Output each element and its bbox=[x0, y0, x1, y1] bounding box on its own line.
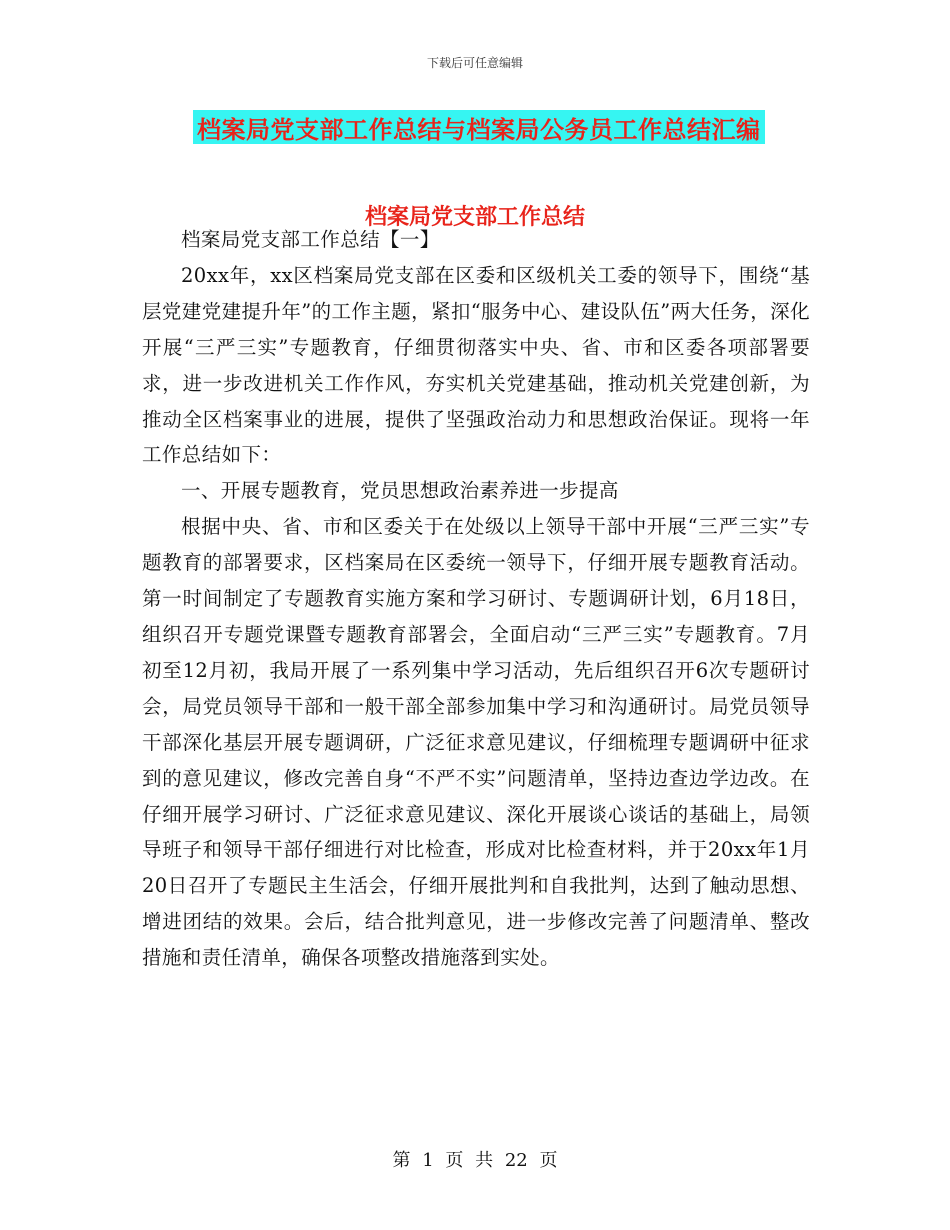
page-number: 第 1 页 共 22 页 bbox=[392, 1150, 558, 1171]
subsection-heading: 一、开展专题教育，党员思想政治素养进一步提高 bbox=[181, 479, 619, 503]
document-body bbox=[142, 222, 810, 976]
page-header-note: 下载后可任意编辑 bbox=[426, 56, 523, 70]
main-title-highlight bbox=[193, 110, 765, 144]
body-paragraph: 根据中央、省、市和区委关于在处级以上领导干部中开展“三严三实”专题教育的部署要求，区档案局在区委统一领导下，仔细开展专题教育活动。第一时间制定了专题教育实施方案和学习研讨、专题调研计划，6月18日，组织召开专题党课暨专题教育部署会，全面启动“三严三实”专题教育。7月初至12月初，我局开展了一系列集中学习活动，先后组织召开6次专题研讨会，局党员领导干部和一般干部全部参加集中学习和沟通研讨。局党员领导干部深化基层开展专题调研，广泛征求意见建议，仔细梳理专题调研中征求到的意见建议，修改完善自身“不严不实”问题清单，坚持边查边学边改。在仔细开展学习研讨、广泛征求意见建议、深化开展谈心谈话的基础上，局领导班子和领导干部仔细进行对比检查，形成对比检查材料，并于20xx年1月20日召开了专题民主生活会，仔细开展批判和自我批判，达到了触动思想、增进团结的效果。会后，结合批判意见，进一步修改完善了问题清单、整改措施和责任清单，确保各项整改措施落到实处。 bbox=[142, 515, 810, 970]
main-title: 档案局党支部工作总结与档案局公务员工作总结汇编 bbox=[197, 115, 761, 144]
section-heading: 档案局党支部工作总结【一】 bbox=[181, 228, 440, 251]
section-title: 档案局党支部工作总结 bbox=[364, 205, 585, 230]
body-paragraph: 20xx年，xx区档案局党支部在区委和区级机关工委的领导下，围绕“基层党建党建提升年”的工作主题，紧扣“服务中心、建设队伍”两大任务，深化开展“三严三实”专题教育，仔细贯彻落实中央、省、市和区委各项部署要求，进一步改进机关工作作风，夯实机关党建基础，推动机关党建创新，为推动全区档案事业的进展，提供了坚强政治动力和思想政治保证。现将一年工作总结如下： bbox=[142, 263, 810, 467]
